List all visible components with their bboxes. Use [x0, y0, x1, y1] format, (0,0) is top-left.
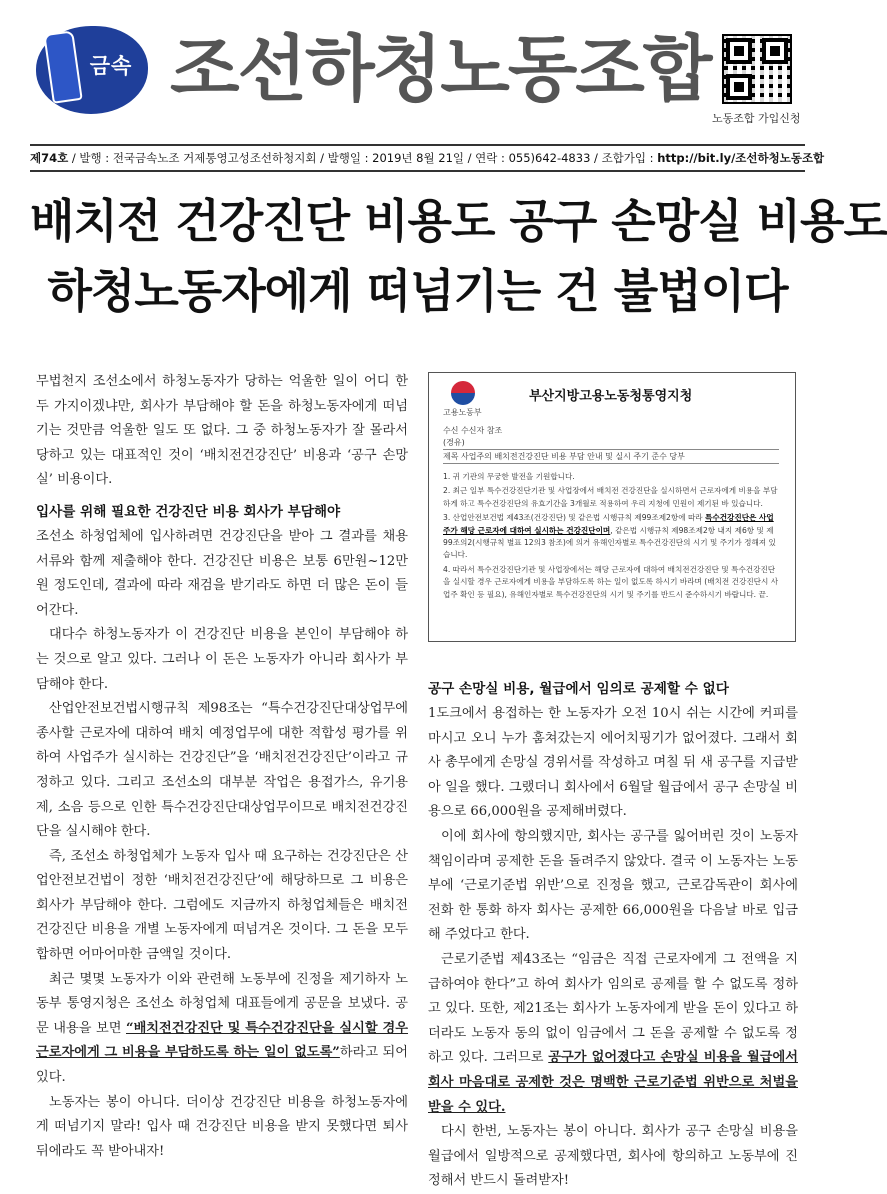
paragraph-text: 최근 몇몇 노동자가 이와 관련해 노동부에 진정을 제기하자 노동부 통영지청은 조선소 하청업체 대표들에게 공문을 보냈다. 공문 내용을 보면 [36, 971, 408, 1036]
emphasized-quote: “배치전건강진단 및 특수건강진단을 실시할 경우 근로자에게 그 비용을 부담하도록 하는 일이 없도록” [36, 1020, 409, 1061]
paragraph: 조선소 하청업체에 입사하려면 건강진단을 받아 그 결과를 채용서류와 함께 제출해야 한다. 건강진단 비용은 보통 6만원~12만원 정도인데, 결과에 따라 재검을 받기라도 하면 더 많은 돈이 들어간다. [36, 528, 408, 618]
paragraph: 대다수 하청노동자가 이 건강진단 비용을 본인이 부담해야 하는 것으로 알고 있다. 그러나 이 돈은 노동자가 아니라 회사가 부담해야 한다. [36, 627, 408, 692]
document-item: 1. 귀 기관의 무궁한 발전을 기원합니다. [443, 472, 575, 481]
section-heading-health-check: 입사를 위해 필요한 건강진단 비용 회사가 부담해야 [36, 503, 341, 520]
paragraph: 1도크에서 용접하는 한 노동자가 오전 10시 쉬는 시간에 커피를 마시고 오니 누가 훔쳐갔는지 에어치핑기가 없어졌다. 그래서 회사 총무에게 손망실 경위서를 작성하고 며칠 뒤 새 공구를 지급받아 일을 했다. 그랬더니 회사에서 6월달 월급에서 공구 손망실 비용으로 66,000원을 공제해버렸다. [428, 706, 798, 820]
qr-code-icon[interactable] [722, 34, 792, 104]
document-title: 부산지방고용노동청통영지청 [529, 389, 693, 404]
masthead [30, 14, 805, 124]
headline-line-1: 배치전 건강진단 비용도 공구 손망실 비용도 [30, 194, 887, 248]
signup-link[interactable]: http://bit.ly/조선하청노동조합 [657, 151, 825, 165]
publication-info-bar [30, 144, 825, 172]
document-item-text: , 같은법 시행규칙 제98조제2항 내지 제6항 및 제99조의2(시행규칙 별표 12의3 참조)에 의거 유해인자별로 특수건강진단의 시기 및 주기가 정해져 있습니다. [443, 525, 776, 560]
emphasized-statement: 공구가 없어졌다고 손망실 비용을 월급에서 회사 마음대로 공제한 것은 명백한 근로기준법 위반으로 처벌을 받을 수 있다. [428, 1050, 798, 1115]
document-item: 4. 따라서 특수건강진단기관 및 사업장에서는 해당 근로자에 대하여 배치전건강진단 및 특수건강진단을 실시할 경우 근로자에게 비용을 부담하도록 하는 일이 없도록 하시기 바라며 (배치전 건강진단시 사업주 확인 등 필요), 유해인자별로 특수건강진단의 시기 및 주기를 반드시 준수하시기 바랍니다. 끝. [443, 564, 779, 599]
newsletter-title: 조선하청노동조합 [170, 27, 711, 111]
logo-text: 금속 [89, 54, 133, 78]
ministry-name: 고용노동부 [443, 408, 482, 417]
closing-paragraph: 노동자는 봉이 아니다. 더이상 건강진단 비용을 하청노동자에게 떠넘기지 말라! 입사 때 건강진단 비용을 받지 못했다면 퇴사 뒤에라도 꼭 받아내자! [36, 1094, 408, 1159]
document-body [443, 471, 781, 603]
paragraph-text: 하라고 되어있다. [36, 1045, 409, 1086]
official-document-image [428, 372, 796, 642]
government-emblem-icon [451, 381, 475, 405]
section-heading-tool-loss: 공구 손망실 비용, 월급에서 임의로 공제할 수 없다 [428, 681, 729, 697]
qr-label: 노동조합 가입신청 [712, 112, 801, 125]
document-item-emphasis: 특수건강진단은 사업주가 해당 근로자에 대하여 실시하는 건강진단이며 [443, 513, 774, 535]
publisher-info: / 발행 : 전국금속노조 거제통영고성조선하청지회 / 발행일 : 2019년 8월 21일 / 연락 : 055)642-4833 / 조합가입 : [68, 151, 658, 165]
union-logo [36, 18, 154, 118]
right-column [428, 670, 798, 1194]
intro-paragraph: 무법천지 조선소에서 하청노동자가 당하는 억울한 일이 어디 한두 가지이겠냐만, 회사가 부담해야 할 돈을 하청노동자에게 떠넘기는 것만큼 억울한 일도 또 없다. 그 중 하청노동자가 잘 몰라서 당하고 있는 대표적인 것이 ‘배치전건강진단’ 비용과 ‘공구 손망실’ 비용이다. [36, 374, 408, 488]
paragraph [428, 948, 798, 1120]
issue-number: 제74호 [30, 151, 69, 165]
headline [30, 186, 887, 326]
paragraph: 즉, 조선소 하청업체가 노동자 입사 때 요구하는 건강진단은 산업안전보건법이 정한 ‘배치전건강진단’에 해당하므로 그 비용은 회사가 부담해야 한다. 그럼에도 지금까지 하청업체들은 배치전건강진단 비용을 개별 노동자에게 떠넘겨온 것이다. 그 돈을 모두 합하면 어마어마한 금액일 것이다. [36, 848, 408, 963]
paragraph [36, 968, 408, 1091]
closing-paragraph: 다시 한번, 노동자는 봉이 아니다. 회사가 공구 손망실 비용을 월급에서 일방적으로 공제했다면, 회사에 항의하고 노동부에 진정해서 반드시 돌려받자! [428, 1124, 798, 1189]
headline-line-2: 하청노동자에게 떠넘기는 건 불법이다 [47, 264, 788, 318]
document-item [443, 512, 781, 562]
document-subject: 제목 사업주의 배치전건강진단 비용 부담 안내 및 실시 주기 준수 당부 [443, 449, 779, 464]
paragraph: 이에 회사에 항의했지만, 회사는 공구를 잃어버린 것이 노동자 책임이라며 공제한 돈을 돌려주지 않았다. 결국 이 노동자는 노동부에 ‘근로기준법 위반’으로 진정을 했고, 근로감독관이 회사에 전화 한 통화 하자 회사는 공제한 66,000원을 다음날 바로 입금해 주었다고 한다. [428, 828, 798, 943]
document-recipient: 수신 수신자 참조 [443, 426, 503, 435]
paragraph: 산업안전보건법시행규칙 제98조는 “특수건강진단대상업무에 종사할 근로자에 대하여 배치 예정업무에 대한 적합성 평가를 위하여 사업주가 실시하는 건강진단”을 ‘배치전건강진단’이라고 규정하고 있다. 그리고 조선소의 대부분 작업은 용접가스, 유기용제, 소음 등으로 인한 특수건강진단대상업무이므로 배치전건강진단을 실시해야 한다. [36, 701, 408, 840]
paragraph-text: 근로기준법 제43조는 “임금은 직접 근로자에게 그 전액을 지급하여야 한다”고 하여 회사가 임의로 공제를 할 수 없도록 정하고 있다. 또한, 제21조는 회사가 노동자에게 받을 돈이 있다고 하더라도 노동자 동의 없이 임금에서 그 돈을 공제할 수 없도록 정하고 있다. 그러므로 [428, 951, 798, 1066]
document-item: 2. 최근 일부 특수건강진단기관 및 사업장에서 배치전 건강진단을 실시하면서 근로자에게 비용을 부담하게 하고 특수건강진단의 유효기간을 3개월로 적용하여 우리 지청에 민원이 제기된 바 있습니다. [443, 486, 778, 508]
left-column [36, 370, 408, 1164]
document-item-text: 3. 산업안전보건법 제43조(건강진단) 및 같은법 시행규칙 제99조제2항에 따라 [443, 513, 706, 523]
document-via: (경유) [443, 438, 465, 447]
